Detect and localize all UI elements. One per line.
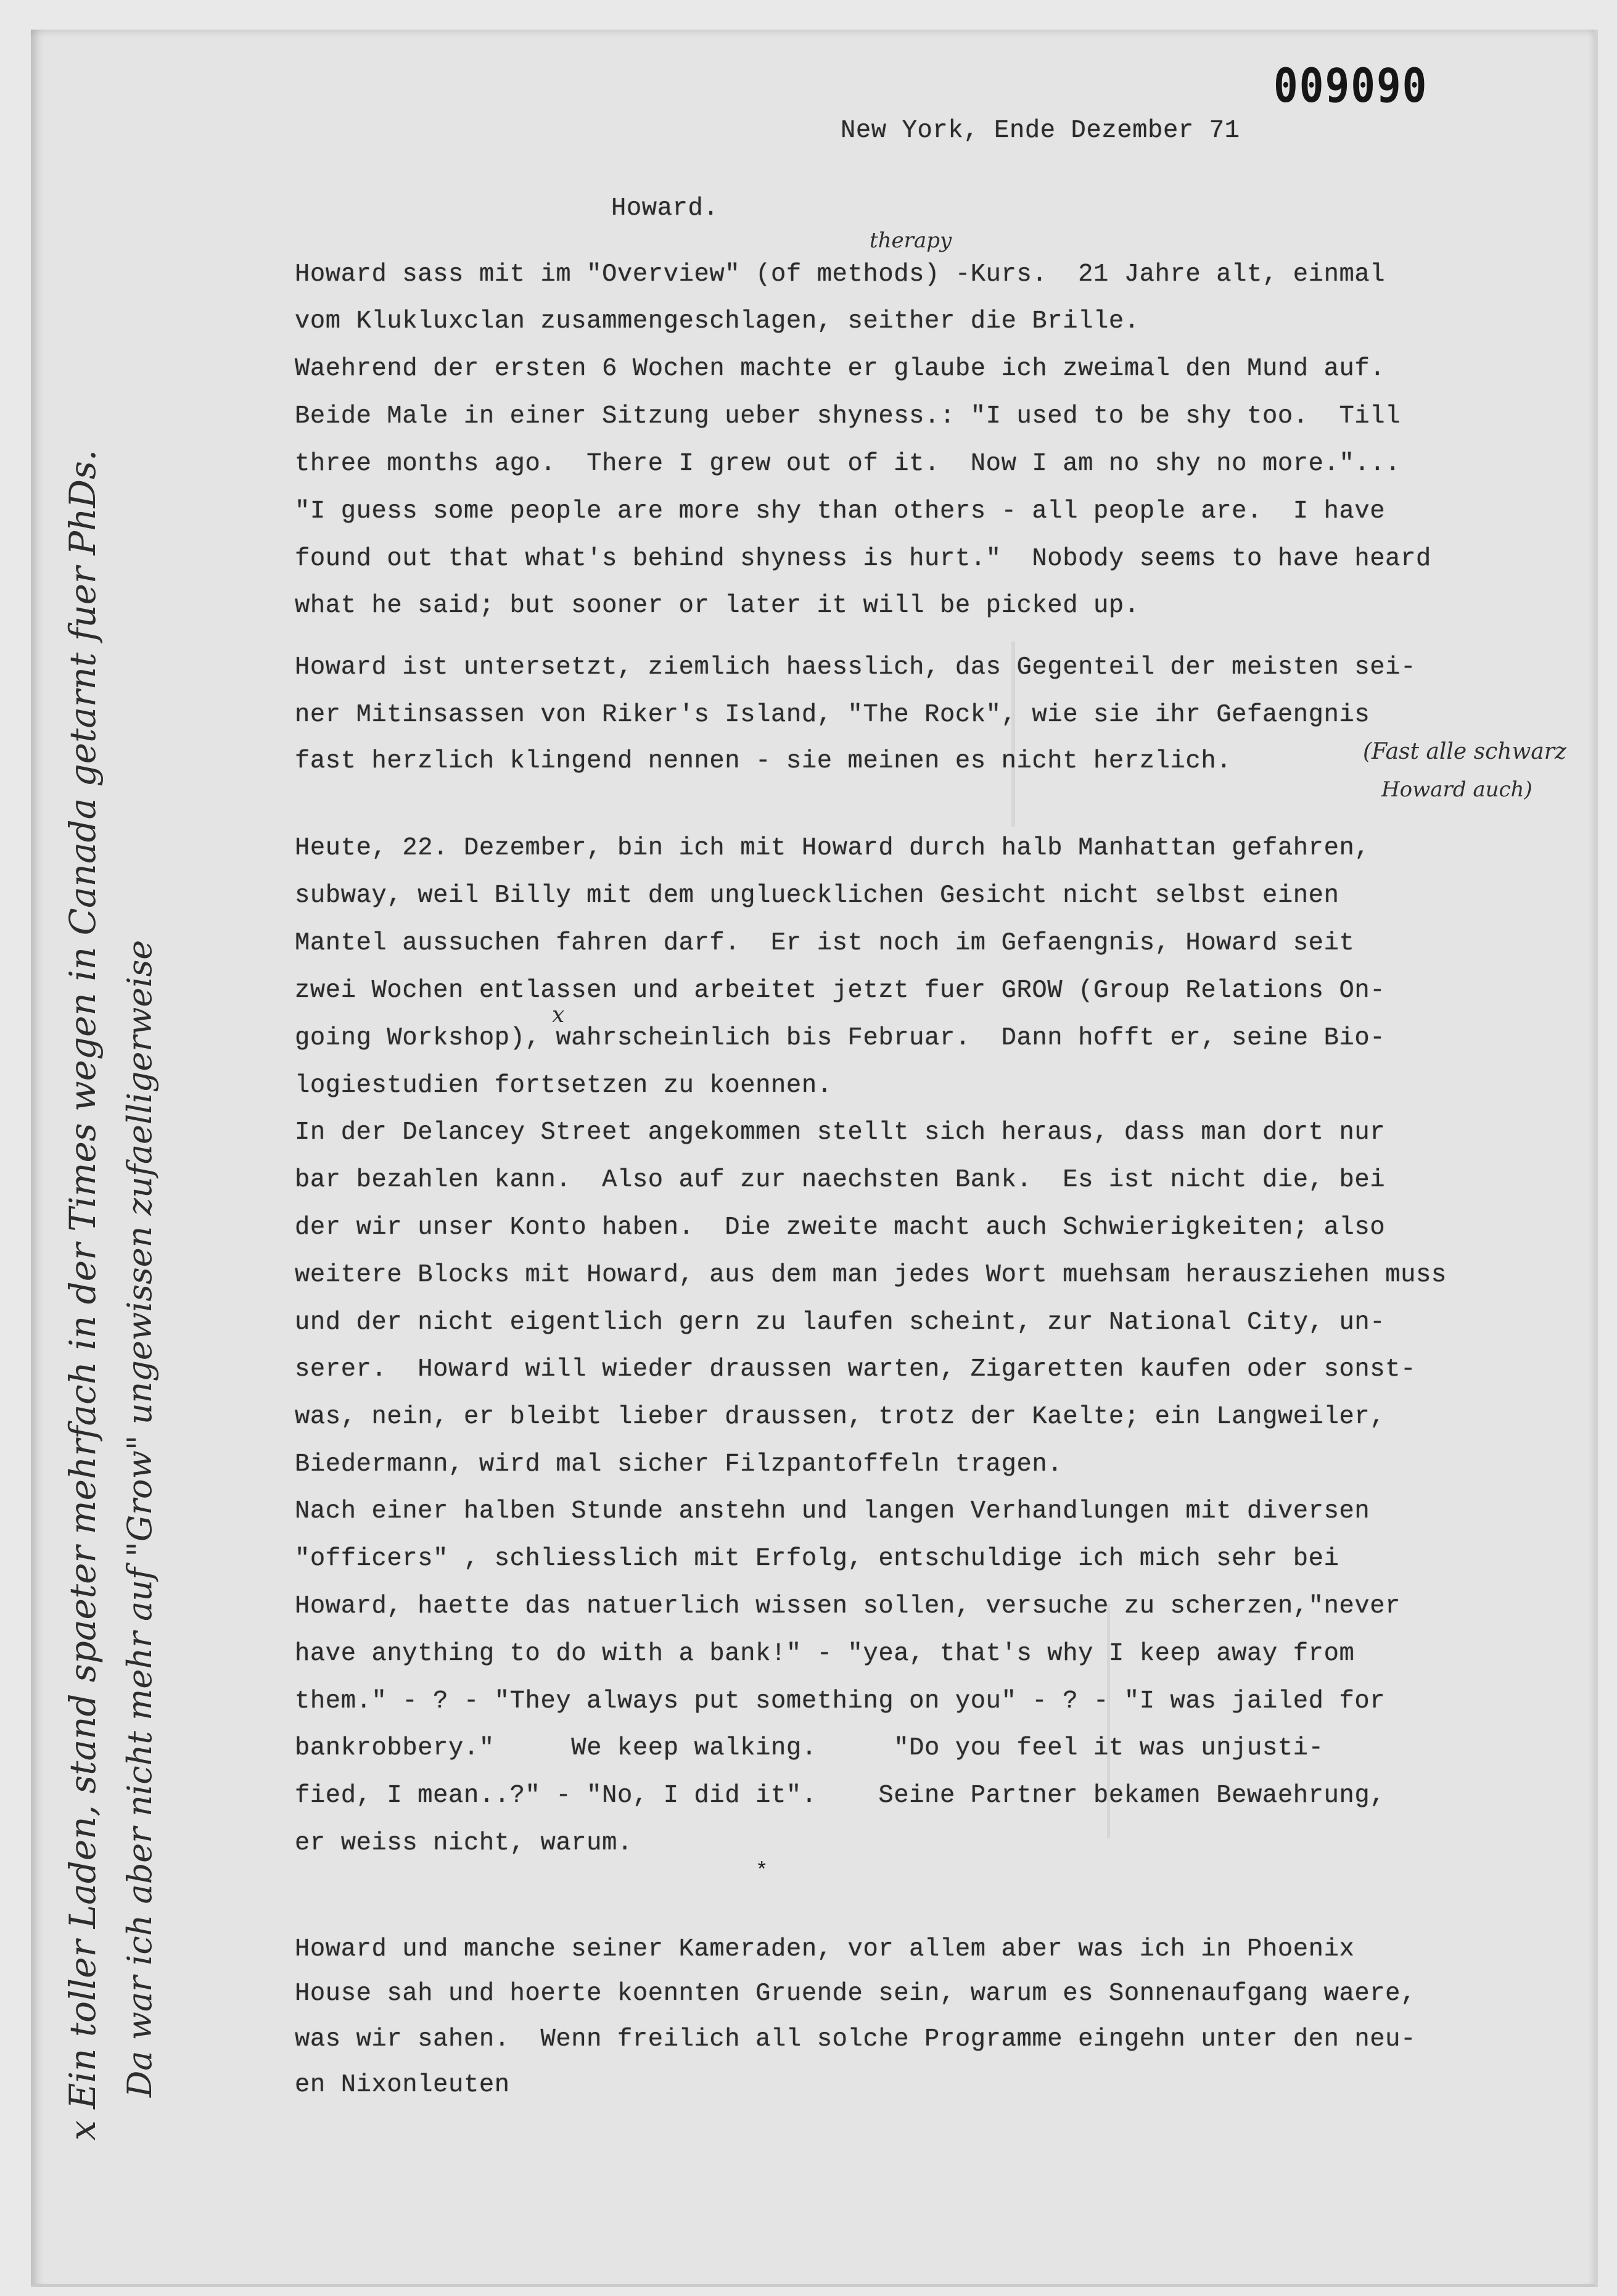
text-line: found out that what's behind shyness is hurt." Nobody seems to have heard bbox=[295, 545, 1431, 573]
text-line: bankrobbery." We keep walking. "Do you feel it was unjusti- bbox=[295, 1734, 1324, 1762]
document-title: Howard. bbox=[611, 194, 719, 223]
text-line: Howard ist untersetzt, ziemlich haesslich, das Gegenteil der meisten sei- bbox=[295, 653, 1416, 682]
text-line: fied, I mean..?" - "No, I did it". Seine Partner bekamen Bewaehrung, bbox=[295, 1782, 1386, 1810]
text-line: subway, weil Billy mit dem ungluecklichen Gesicht nicht selbst einen bbox=[295, 882, 1339, 910]
text-line: Waehrend der ersten 6 Wochen machte er glaube ich zweimal den Mund auf. bbox=[295, 355, 1386, 383]
text-line: "I guess some people are more shy than others - all people are. I have bbox=[295, 497, 1386, 526]
text-line: Heute, 22. Dezember, bin ich mit Howard durch halb Manhattan gefahren, bbox=[295, 834, 1370, 862]
text-line: was, nein, er bleibt lieber draussen, trotz der Kaelte; ein Langweiler, bbox=[295, 1403, 1386, 1431]
text-line: zwei Wochen entlassen und arbeitet jetzt fuer GROW (Group Relations On- bbox=[295, 977, 1386, 1005]
text-line: Howard, haette das natuerlich wissen sollen, versuche zu scherzen,"never bbox=[295, 1592, 1401, 1621]
text-line: them." - ? - "They always put something on you" - ? - "I was jailed for bbox=[295, 1687, 1386, 1716]
text-line: was wir sahen. Wenn freilich all solche Programme eingehn unter den neu- bbox=[295, 2025, 1416, 2054]
dateline: New York, Ende Dezember 71 bbox=[841, 117, 1240, 145]
footnote-marker: x bbox=[552, 1002, 565, 1028]
text-line: Beide Male in einer Sitzung ueber shyness.: "I used to be shy too. Till bbox=[295, 402, 1401, 431]
text-line: fast herzlich klingend nennen - sie meinen es nicht herzlich. bbox=[295, 747, 1232, 775]
text-line: have anything to do with a bank!" - "yea, that's why I keep away from bbox=[295, 1640, 1355, 1668]
handwritten-note: Howard auch) bbox=[1381, 777, 1533, 802]
handwritten-insert-therapy: therapy bbox=[870, 228, 952, 253]
text-line: logiestudien fortsetzen zu koennen. bbox=[295, 1072, 833, 1100]
section-separator: * bbox=[755, 1860, 768, 1883]
text-line: weitere Blocks mit Howard, aus dem man jedes Wort muehsam herausziehen muss bbox=[295, 1261, 1447, 1289]
text-line: Nach einer halben Stunde anstehn und langen Verhandlungen mit diversen bbox=[295, 1497, 1370, 1526]
margin-note-inner: Da war ich aber nicht mehr auf "Grow" ungewissen zufaelligerweise bbox=[120, 939, 159, 2097]
text-line: und der nicht eigentlich gern zu laufen scheint, zur National City, un- bbox=[295, 1308, 1386, 1337]
text-line: going Workshop), wahrscheinlich bis Februar. Dann hofft er, seine Bio- bbox=[295, 1024, 1386, 1052]
text-line: serer. Howard will wieder draussen warten, Zigaretten kaufen oder sonst- bbox=[295, 1355, 1416, 1384]
text-line: vom Klukluxclan zusammengeschlagen, seither die Brille. bbox=[295, 307, 1140, 336]
text-line: en Nixonleuten bbox=[295, 2071, 510, 2099]
text-line: Howard und manche seiner Kameraden, vor allem aber was ich in Phoenix bbox=[295, 1935, 1355, 1964]
text-line: ner Mitinsassen von Riker's Island, "The Rock", wie sie ihr Gefaengnis bbox=[295, 701, 1370, 729]
text-line: er weiss nicht, warum. bbox=[295, 1829, 633, 1857]
text-line: bar bezahlen kann. Also auf zur naechsten Bank. Es ist nicht die, bei bbox=[295, 1166, 1386, 1194]
text-line: Howard sass mit im "Overview" (of methods) -Kurs. 21 Jahre alt, einmal bbox=[295, 260, 1386, 289]
text-line: three months ago. There I grew out of it. Now I am no shy no more."... bbox=[295, 450, 1401, 478]
archive-number: 009090 bbox=[1273, 59, 1428, 114]
text-line: Mantel aussuchen fahren darf. Er ist noch im Gefaengnis, Howard seit bbox=[295, 929, 1355, 957]
text-line: House sah und hoerte koennten Gruende sein, warum es Sonnenaufgang waere, bbox=[295, 1980, 1416, 2008]
margin-note-outer: x Ein toller Laden, stand spaeter mehrfach in der Times wegen in Canada getarnt fuer PhDs. bbox=[62, 449, 104, 2141]
text-line: Biedermann, wird mal sicher Filzpantoffeln tragen. bbox=[295, 1450, 1063, 1479]
text-line: "officers" , schliesslich mit Erfolg, entschuldige ich mich sehr bei bbox=[295, 1545, 1339, 1573]
text-line: In der Delancey Street angekommen stellt sich heraus, dass man dort nur bbox=[295, 1118, 1386, 1147]
text-line: what he said; but sooner or later it will be picked up. bbox=[295, 592, 1140, 620]
handwritten-note: (Fast alle schwarz bbox=[1363, 739, 1566, 764]
text-line: der wir unser Konto haben. Die zweite macht auch Schwierigkeiten; also bbox=[295, 1213, 1386, 1242]
